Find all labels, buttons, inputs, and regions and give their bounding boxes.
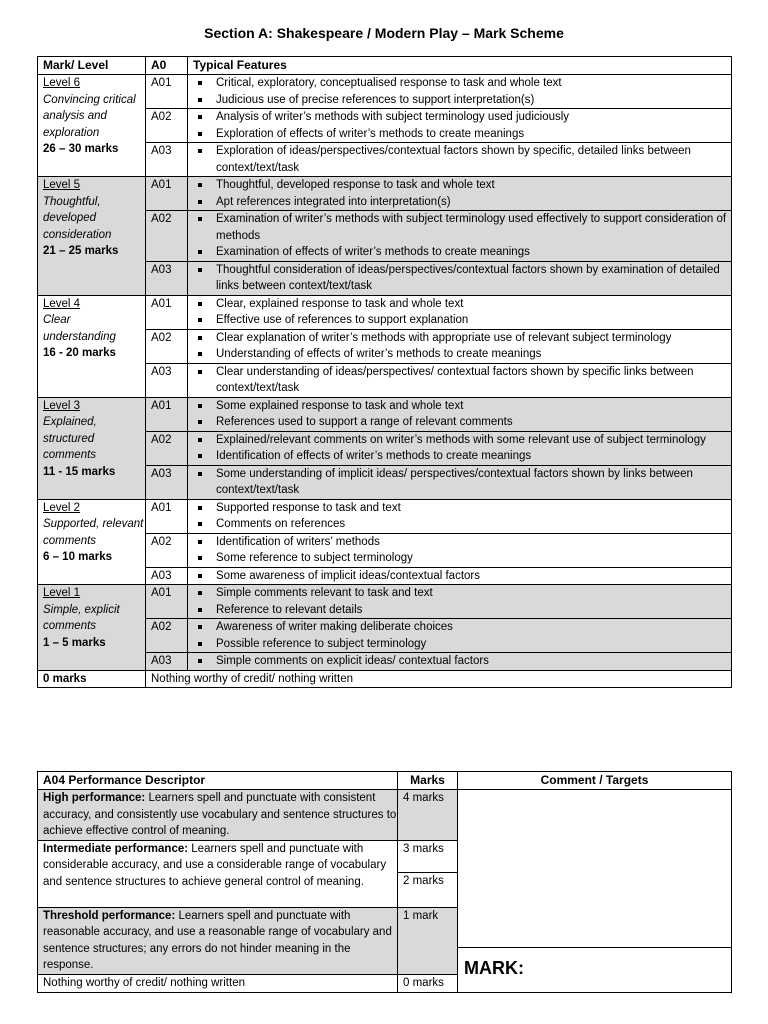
- ao4-header-comment: Comment / Targets: [458, 772, 732, 790]
- ao-code: A03: [146, 465, 188, 499]
- level-cell: [38, 177, 146, 296]
- feature-item: Understanding of effects of writer’s methods to create meanings: [216, 346, 731, 363]
- ao4-intermediate-marks-b: 2 marks: [398, 872, 458, 907]
- level-description: Convincing critical analysis and exploration: [43, 93, 136, 139]
- ao-code: A03: [146, 653, 188, 671]
- features-cell: [188, 329, 732, 363]
- zero-marks-row: [38, 670, 732, 688]
- level-cell: [38, 499, 146, 585]
- features-cell: [188, 533, 732, 567]
- feature-item: Examination of writer’s methods with subject terminology used effectively to support consideration of methods: [216, 211, 731, 244]
- level-name: Level 1: [43, 587, 81, 599]
- level-marks: 11 - 15 marks: [43, 465, 116, 478]
- feature-item: Identification of writers’ methods: [216, 534, 731, 551]
- feature-item: Identification of effects of writer’s methods to create meanings: [216, 448, 731, 465]
- ao-code: A02: [146, 619, 188, 653]
- ao-code: A02: [146, 211, 188, 262]
- level-cell: [38, 75, 146, 177]
- ao4-threshold-descriptor: [38, 907, 398, 974]
- feature-item: Judicious use of precise references to support interpretation(s): [216, 92, 731, 109]
- page-title: Section A: Shakespeare / Modern Play – Mark Scheme: [204, 25, 564, 41]
- feature-item: Reference to relevant details: [216, 602, 731, 619]
- level-name: Level 4: [43, 297, 81, 310]
- features-cell: [188, 75, 732, 109]
- mark-scheme-table: [37, 56, 732, 688]
- ao-code: A01: [146, 177, 188, 211]
- features-list: [193, 262, 731, 295]
- features-list: [193, 75, 731, 108]
- features-cell: [188, 177, 732, 211]
- feature-item: Thoughtful consideration of ideas/perspectives/contextual factors shown by examination of detailed links between context/text/task: [216, 262, 731, 295]
- feature-item: Analysis of writer’s methods with subject terminology used judiciously: [216, 109, 731, 126]
- feature-item: Some awareness of implicit ideas/contextual factors: [216, 568, 731, 585]
- features-list: [193, 296, 731, 329]
- features-list: [193, 330, 731, 363]
- ao4-threshold-text: Learners spell and punctuate with reasonable accuracy, and use a reasonable range of vocabulary and sentence structures; any errors do not hinder meaning in the response.: [43, 909, 392, 971]
- ao-code: A02: [146, 109, 188, 143]
- feature-item: Some understanding of implicit ideas/ perspectives/contextual factors shown by links between context/text/task: [216, 466, 731, 499]
- ao4-high-text: Learners spell and punctuate with consistent accuracy, and consistently use vocabulary and sentence structures to achieve effective control of meaning.: [43, 792, 397, 837]
- feature-item: Some reference to subject terminology: [216, 550, 731, 567]
- feature-item: Clear understanding of ideas/perspectives/ contextual factors shown by specific links between context/text/task: [216, 364, 731, 397]
- header-level: Mark/ Level: [38, 57, 146, 75]
- feature-item: Clear, explained response to task and whole text: [216, 296, 731, 313]
- feature-item: Comments on references: [216, 516, 731, 533]
- level-marks: 26 – 30 marks: [43, 143, 119, 155]
- feature-item: Simple comments relevant to task and text: [216, 585, 731, 602]
- level-description: Simple, explicit comments: [43, 603, 120, 632]
- level-description: Supported, relevant comments: [43, 518, 144, 547]
- feature-item: Critical, exploratory, conceptualised response to task and whole text: [216, 75, 731, 92]
- ao-code: A01: [146, 75, 188, 109]
- features-list: [193, 619, 731, 652]
- header-ao: A0: [146, 57, 188, 75]
- features-list: [193, 398, 731, 431]
- feature-item: Explained/relevant comments on writer’s methods with some relevant use of subject terminology: [216, 432, 731, 449]
- ao4-table: [37, 771, 732, 993]
- features-cell: [188, 567, 732, 585]
- header-features: Typical Features: [188, 57, 732, 75]
- ao-code: A02: [146, 431, 188, 465]
- ao4-high-marks: 4 marks: [398, 790, 458, 841]
- features-list: [193, 143, 731, 176]
- feature-item: Awareness of writer making deliberate choices: [216, 619, 731, 636]
- ao-code: A02: [146, 329, 188, 363]
- ao-code: A02: [146, 533, 188, 567]
- ao4-intermediate-marks-a: 3 marks: [398, 840, 458, 872]
- features-list: [193, 364, 731, 397]
- ao4-high-row: [38, 790, 732, 841]
- features-list: [193, 585, 731, 618]
- ao-code: A03: [146, 143, 188, 177]
- feature-item: Effective use of references to support explanation: [216, 312, 731, 329]
- feature-item: Clear explanation of writer’s methods with appropriate use of relevant subject terminology: [216, 330, 731, 347]
- level-row: [38, 585, 732, 619]
- level-row: [38, 75, 732, 109]
- ao-code: A03: [146, 261, 188, 295]
- ao-code: A01: [146, 499, 188, 533]
- feature-item: Simple comments on explicit ideas/ contextual factors: [216, 653, 731, 670]
- features-cell: [188, 397, 732, 431]
- feature-item: Possible reference to subject terminology: [216, 636, 731, 653]
- ao4-threshold-marks: 1 mark: [398, 907, 458, 974]
- features-cell: [188, 465, 732, 499]
- ao4-none-descriptor: Nothing worthy of credit/ nothing written: [38, 974, 398, 992]
- features-cell: [188, 261, 732, 295]
- features-cell: [188, 143, 732, 177]
- level-name: Level 6: [43, 77, 81, 89]
- level-marks: 1 – 5 marks: [43, 636, 106, 649]
- features-cell: [188, 499, 732, 533]
- features-cell: [188, 619, 732, 653]
- features-list: [193, 109, 731, 142]
- level-cell: [38, 295, 146, 397]
- features-list: [193, 177, 731, 210]
- feature-item: Supported response to task and text: [216, 500, 731, 517]
- ao4-header-descriptor: A04 Performance Descriptor: [38, 772, 398, 790]
- level-description: Explained, structured comments: [43, 416, 97, 461]
- mark-scheme-header-row: [38, 57, 732, 75]
- ao4-none-marks: 0 marks: [398, 974, 458, 992]
- feature-item: Some explained response to task and whole text: [216, 398, 731, 415]
- ao4-header-marks: Marks: [398, 772, 458, 790]
- level-description: Clear understanding: [43, 314, 116, 343]
- features-list: [193, 568, 731, 585]
- features-cell: [188, 109, 732, 143]
- ao4-comment-box[interactable]: [458, 790, 732, 948]
- ao4-intermediate-label: Intermediate performance:: [43, 842, 189, 855]
- features-list: [193, 432, 731, 465]
- ao-code: A03: [146, 363, 188, 397]
- level-name: Level 5: [43, 179, 81, 191]
- ao4-high-label: High performance:: [43, 792, 146, 804]
- level-cell: [38, 585, 146, 671]
- ao4-intermediate-descriptor: [38, 840, 398, 907]
- ao4-threshold-label: Threshold performance:: [43, 909, 176, 922]
- level-name: Level 2: [43, 501, 81, 514]
- ao4-header-row: [38, 772, 732, 790]
- feature-item: Exploration of effects of writer’s methods to create meanings: [216, 126, 731, 143]
- features-cell: [188, 585, 732, 619]
- feature-item: Examination of effects of writer’s methods to create meanings: [216, 244, 731, 261]
- level-name: Level 3: [43, 399, 81, 412]
- level-marks: 6 – 10 marks: [43, 551, 113, 563]
- features-cell: [188, 431, 732, 465]
- zero-marks-label: 0 marks: [38, 670, 146, 688]
- features-list: [193, 466, 731, 499]
- feature-item: Thoughtful, developed response to task and whole text: [216, 177, 731, 194]
- features-list: [193, 534, 731, 567]
- ao-code: A03: [146, 567, 188, 585]
- level-cell: [38, 397, 146, 499]
- features-list: [193, 211, 731, 261]
- level-row: [38, 177, 732, 211]
- feature-item: References used to support a range of relevant comments: [216, 414, 731, 431]
- feature-item: Exploration of ideas/perspectives/contextual factors shown by specific, detailed links between context/text/task: [216, 143, 731, 176]
- level-description: Thoughtful, developed consideration: [43, 195, 112, 241]
- level-marks: 16 - 20 marks: [43, 347, 116, 359]
- ao-code: A01: [146, 397, 188, 431]
- features-list: [193, 500, 731, 533]
- ao4-intermediate-text: Learners spell and punctuate with considerable accuracy, and use a considerable range of vocabulary and sentence structures to achieve general control of meaning.: [43, 842, 387, 888]
- features-list: [193, 653, 731, 670]
- mark-scheme-body: [38, 75, 732, 671]
- features-cell: [188, 363, 732, 397]
- features-cell: [188, 211, 732, 262]
- level-marks: 21 – 25 marks: [43, 245, 119, 257]
- features-cell: [188, 295, 732, 329]
- zero-marks-text: Nothing worthy of credit/ nothing written: [146, 670, 732, 688]
- feature-item: Apt references integrated into interpretation(s): [216, 194, 731, 211]
- ao4-mark-field[interactable]: MARK:: [458, 947, 732, 992]
- level-row: [38, 499, 732, 533]
- ao4-high-descriptor: [38, 790, 398, 841]
- ao-code: A01: [146, 585, 188, 619]
- ao-code: A01: [146, 295, 188, 329]
- level-row: [38, 295, 732, 329]
- level-row: [38, 397, 732, 431]
- features-cell: [188, 653, 732, 671]
